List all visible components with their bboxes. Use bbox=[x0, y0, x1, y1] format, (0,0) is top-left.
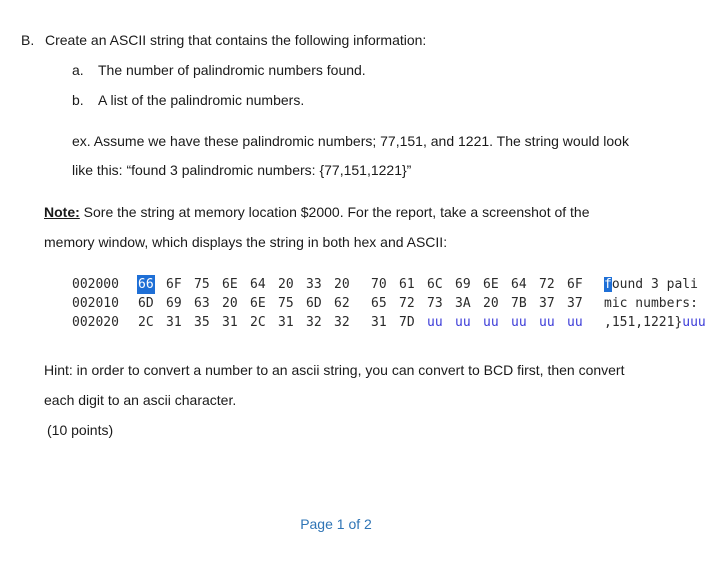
memory-byte: 33 bbox=[306, 277, 322, 292]
memory-byte-uninitialized: uu bbox=[539, 315, 555, 330]
memory-byte: 37 bbox=[567, 296, 583, 311]
memory-byte-uninitialized: uu bbox=[455, 315, 471, 330]
memory-byte: 61 bbox=[399, 277, 415, 292]
memory-byte: 73 bbox=[427, 296, 443, 311]
memory-byte: 2C bbox=[138, 315, 154, 330]
memory-byte: 20 bbox=[483, 296, 499, 311]
list-item-a-text: The number of palindromic numbers found. bbox=[98, 62, 366, 78]
memory-byte-uninitialized: uu bbox=[511, 315, 527, 330]
hint-line-1: Hint: in order to convert a number to an ascii string, you can convert to BCD first, then convert bbox=[44, 362, 625, 378]
memory-address: 002000 bbox=[72, 277, 119, 292]
points-label: (10 points) bbox=[47, 422, 114, 438]
memory-address: 002020 bbox=[72, 315, 119, 330]
memory-byte-uninitialized: uu bbox=[483, 315, 499, 330]
memory-byte: 69 bbox=[455, 277, 471, 292]
memory-byte: 31 bbox=[222, 315, 238, 330]
memory-byte: 6D bbox=[138, 296, 154, 311]
memory-byte: 31 bbox=[166, 315, 182, 330]
note-line-2: memory window, which displays the string in both hex and ASCII: bbox=[44, 234, 448, 250]
memory-byte: 70 bbox=[371, 277, 387, 292]
memory-byte: 20 bbox=[222, 296, 238, 311]
memory-byte: 37 bbox=[539, 296, 555, 311]
memory-byte: 75 bbox=[194, 277, 210, 292]
memory-ascii bbox=[604, 313, 706, 332]
page-number: Page 1 of 2 bbox=[300, 516, 372, 532]
list-item-b-mark: b. bbox=[72, 92, 84, 108]
note-text: Sore the string at memory location $2000. For the report, take a screenshot of the bbox=[79, 204, 590, 220]
memory-byte: 35 bbox=[194, 315, 210, 330]
question-b-mark: B. bbox=[21, 32, 35, 48]
memory-byte: 63 bbox=[194, 296, 210, 311]
memory-byte: 7B bbox=[511, 296, 527, 311]
ascii-text: ,151,1221} bbox=[604, 315, 683, 330]
ascii-uninitialized: uuu bbox=[682, 315, 706, 330]
memory-byte: 6E bbox=[483, 277, 499, 292]
memory-byte: 72 bbox=[399, 296, 415, 311]
memory-byte: 32 bbox=[306, 315, 322, 330]
memory-byte: 62 bbox=[334, 296, 350, 311]
memory-ascii bbox=[604, 294, 698, 313]
memory-byte: 72 bbox=[539, 277, 555, 292]
memory-byte: 75 bbox=[278, 296, 294, 311]
example-line-2: like this: “found 3 palindromic numbers: {77,151,1221}” bbox=[72, 162, 412, 178]
memory-byte: 6F bbox=[166, 277, 182, 292]
memory-byte: 65 bbox=[371, 296, 387, 311]
ascii-text: mic numbers: bbox=[604, 296, 698, 311]
question-b-text: Create an ASCII string that contains the following information: bbox=[45, 32, 427, 48]
memory-byte: 6E bbox=[222, 277, 238, 292]
memory-byte: 31 bbox=[371, 315, 387, 330]
memory-byte: 32 bbox=[334, 315, 350, 330]
memory-byte: 3A bbox=[455, 296, 471, 311]
memory-byte: 6F bbox=[567, 277, 583, 292]
memory-byte-selected: 66 bbox=[138, 277, 154, 292]
memory-byte: 64 bbox=[511, 277, 527, 292]
ascii-text: ound 3 pali bbox=[611, 277, 698, 292]
memory-byte: 2C bbox=[250, 315, 266, 330]
memory-ascii bbox=[604, 275, 698, 294]
ascii-cursor-char: f bbox=[604, 277, 612, 292]
memory-address: 002010 bbox=[72, 296, 119, 311]
list-item-b-text: A list of the palindromic numbers. bbox=[98, 92, 305, 108]
list-item-a bbox=[72, 61, 366, 79]
memory-byte: 20 bbox=[334, 277, 350, 292]
memory-byte-uninitialized: uu bbox=[567, 315, 583, 330]
memory-byte-uninitialized: uu bbox=[427, 315, 443, 330]
memory-byte: 64 bbox=[250, 277, 266, 292]
memory-byte: 31 bbox=[278, 315, 294, 330]
hint-line-2: each digit to an ascii character. bbox=[44, 392, 237, 408]
list-item-a-mark: a. bbox=[72, 62, 84, 78]
memory-byte: 69 bbox=[166, 296, 182, 311]
memory-byte: 7D bbox=[399, 315, 415, 330]
memory-byte: 6C bbox=[427, 277, 443, 292]
note-line-1 bbox=[44, 203, 590, 221]
memory-byte: 6D bbox=[306, 296, 322, 311]
memory-byte: 6E bbox=[250, 296, 266, 311]
memory-window-screenshot bbox=[72, 275, 720, 337]
memory-byte: 20 bbox=[278, 277, 294, 292]
list-item-b bbox=[72, 91, 304, 109]
example-line-1: ex. Assume we have these palindromic numbers; 77,151, and 1221. The string would look bbox=[72, 133, 629, 149]
question-b bbox=[21, 31, 426, 49]
note-label: Note: bbox=[44, 204, 80, 220]
